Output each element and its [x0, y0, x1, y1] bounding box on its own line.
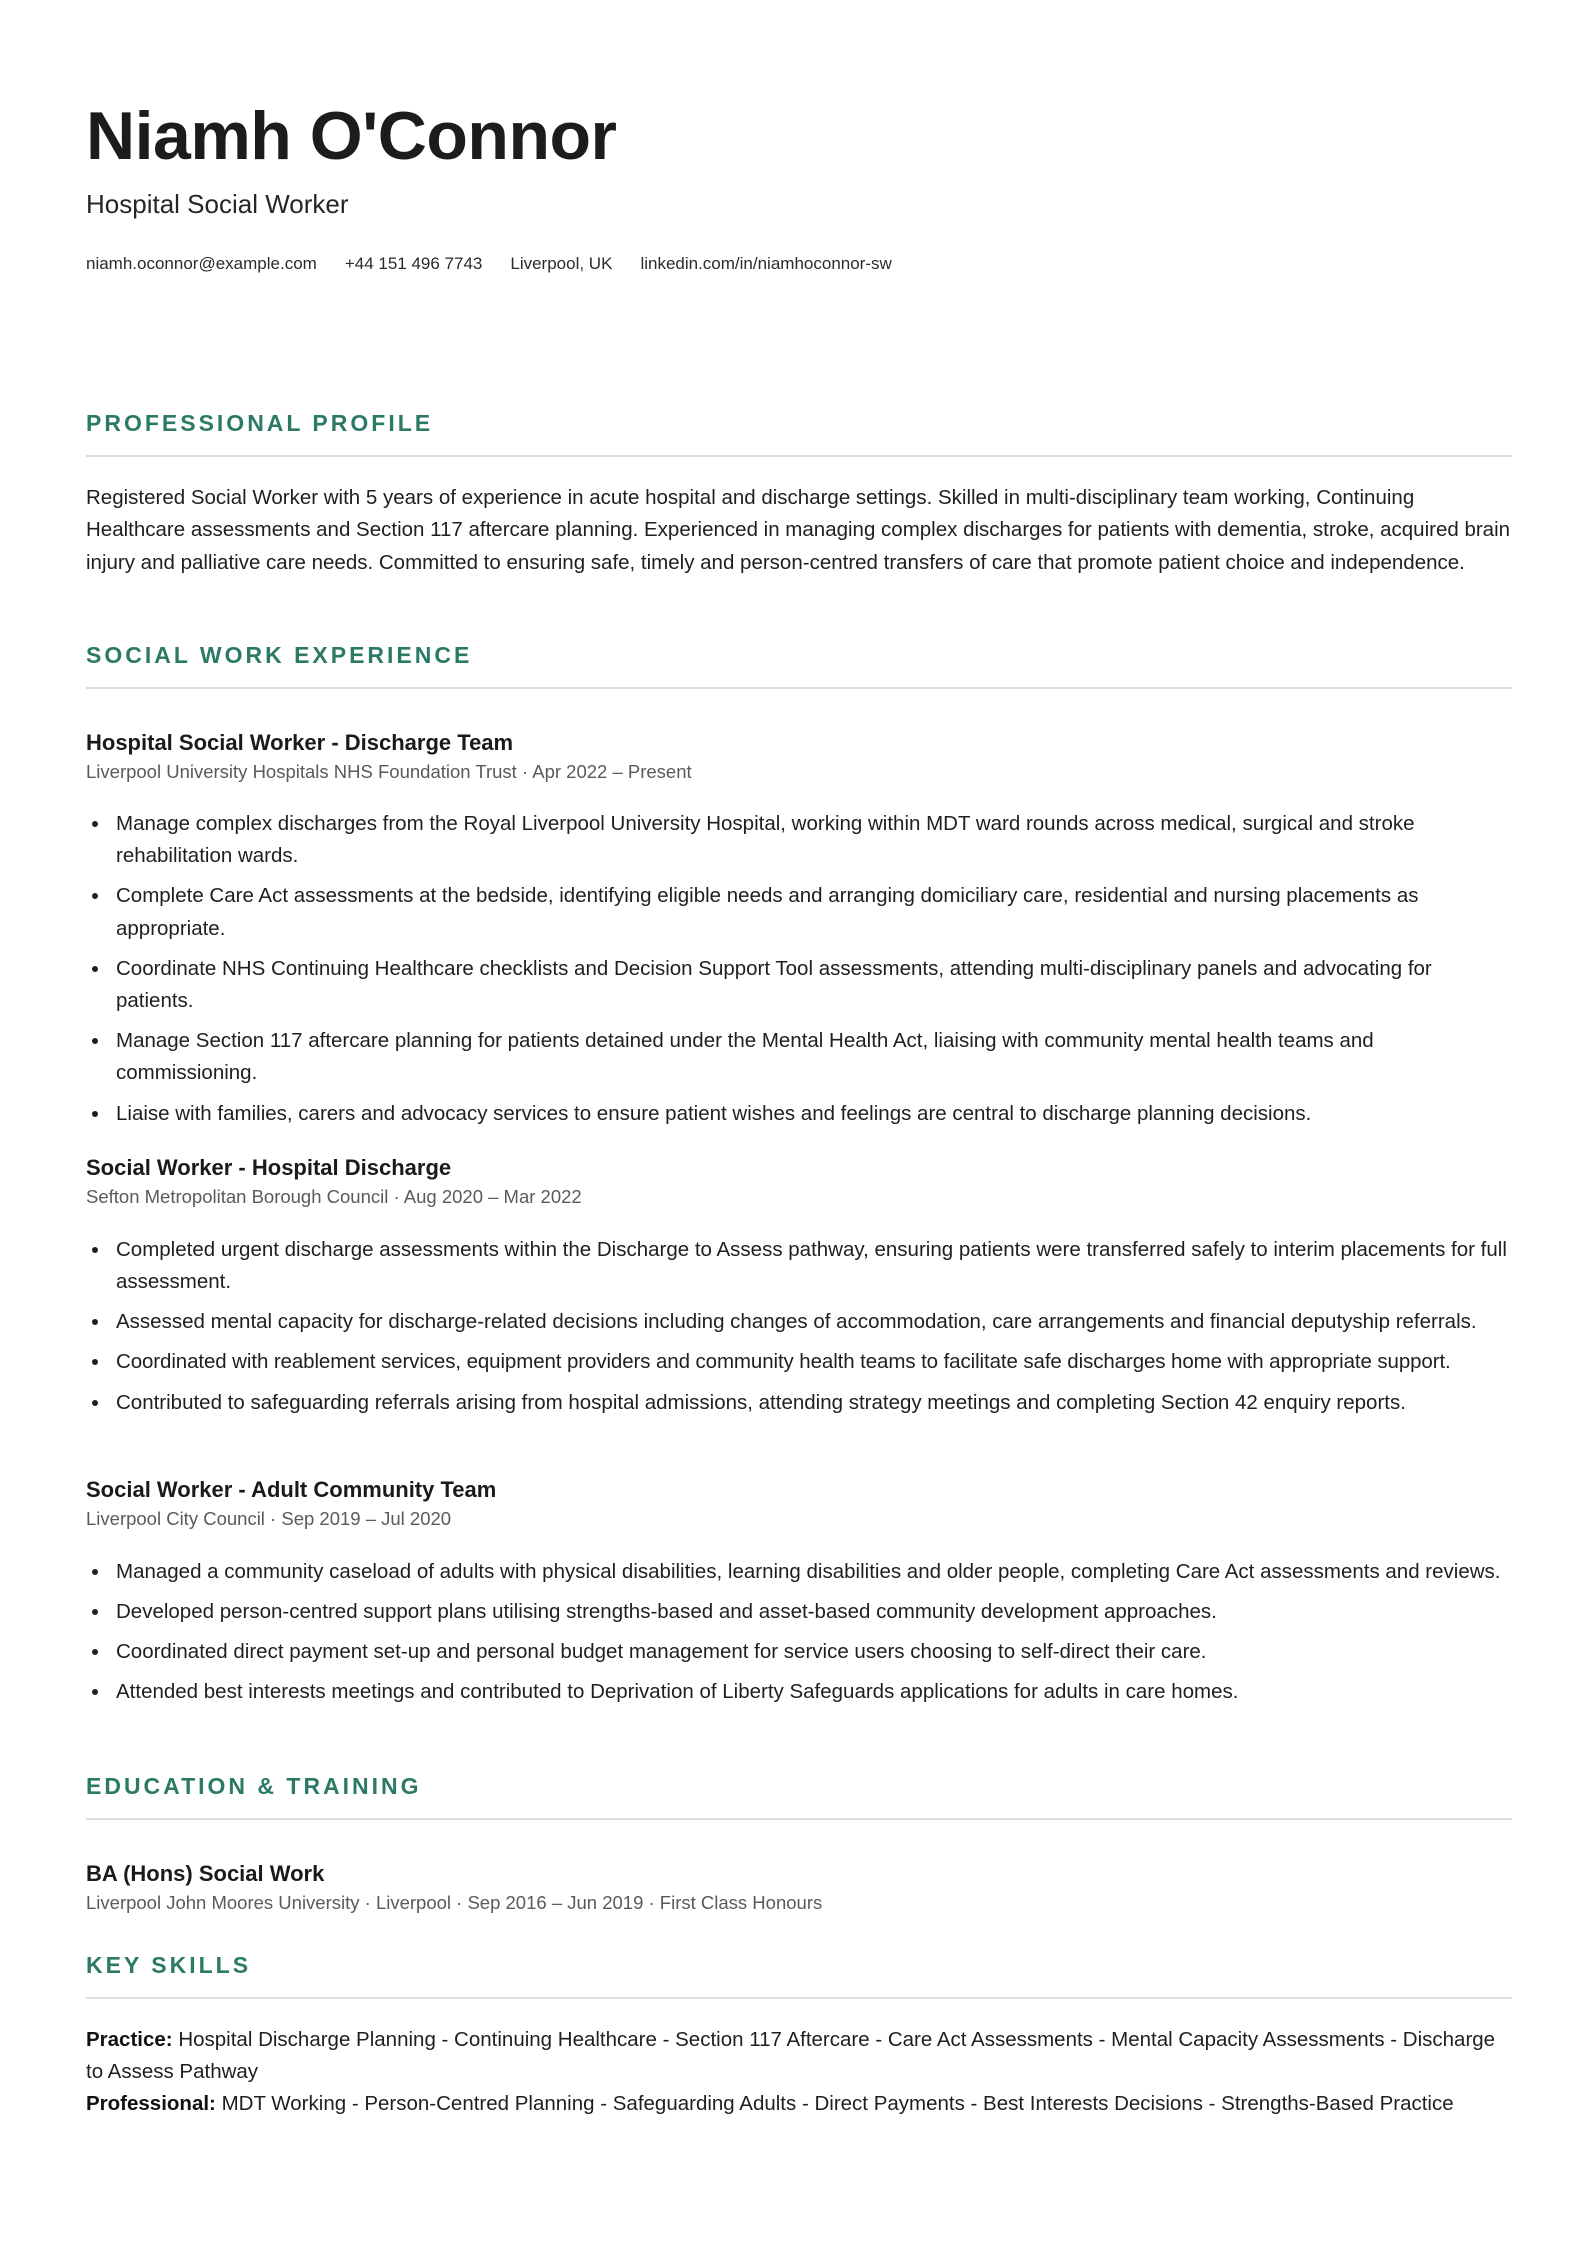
profile-divider — [86, 455, 1512, 457]
list-item: Manage complex discharges from the Royal Liverpool University Hospital, working within MDT ward rounds across medical, surgical and stroke rehabilitation wards. — [86, 808, 1512, 873]
list-item: Assessed mental capacity for discharge-related decisions including changes of accommodation, care arrangements and financial deputyship referrals. — [86, 1306, 1512, 1338]
list-item: Complete Care Act assessments at the bedside, identifying eligible needs and arranging domiciliary care, residential and nursing placements as appropriate. — [86, 880, 1512, 945]
list-item: Contributed to safeguarding referrals arising from hospital admissions, attending strategy meetings and completing Section 42 enquiry reports. — [86, 1387, 1512, 1419]
profile-section-title: PROFESSIONAL PROFILE — [86, 410, 434, 436]
list-item: Attended best interests meetings and contributed to Deprivation of Liberty Safeguards applications for adults in care homes. — [86, 1676, 1512, 1708]
skills-practice — [86, 2024, 1512, 2089]
list-item: Liaise with families, carers and advocacy services to ensure patient wishes and feelings are central to discharge planning decisions. — [86, 1098, 1512, 1130]
list-item: Completed urgent discharge assessments within the Discharge to Assess pathway, ensuring patients were transferred safely to interim placements for full assessment. — [86, 1234, 1512, 1299]
list-item: Coordinated with reablement services, equipment providers and community health teams to facilitate safe discharges home with appropriate support. — [86, 1346, 1512, 1378]
skills-professional-label: Professional: — [86, 2092, 216, 2115]
contact-phone[interactable]: +44 151 496 7743 — [344, 254, 483, 273]
list-item: Developed person-centred support plans utilising strengths-based and asset-based community development approaches. — [86, 1596, 1512, 1628]
degree-title: BA (Hons) Social Work — [86, 1861, 325, 1886]
education-divider — [86, 1818, 1512, 1820]
list-item: Manage Section 117 aftercare planning for patients detained under the Mental Health Act, liaising with community mental health teams and commissioning. — [86, 1025, 1512, 1090]
skills-practice-text: Hospital Discharge Planning - Continuing Healthcare - Section 117 Aftercare - Care Act Assessments - Mental Capacity Assessments - Discharge to Assess Pathway — [86, 2028, 1496, 2084]
job-meta: Liverpool City Council · Sep 2019 – Jul 2020 — [86, 1508, 452, 1529]
skills-divider — [86, 1997, 1512, 1999]
job-bullets — [86, 808, 1512, 1138]
job-title: Social Worker - Adult Community Team — [86, 1477, 497, 1502]
skills-practice-label: Practice: — [86, 2028, 173, 2051]
list-item: Coordinated direct payment set-up and personal budget management for service users choosing to self-direct their care. — [86, 1636, 1512, 1668]
contact-linkedin[interactable]: linkedin.com/in/niamhoconnor-sw — [640, 254, 892, 273]
experience-section-title: SOCIAL WORK EXPERIENCE — [86, 642, 473, 668]
skills-section-title: KEY SKILLS — [86, 1952, 252, 1978]
education-section-title: EDUCATION & TRAINING — [86, 1773, 422, 1799]
job-meta: Liverpool University Hospitals NHS Foundation Trust · Apr 2022 – Present — [86, 761, 692, 782]
job-bullets — [86, 1234, 1512, 1427]
contact-location: Liverpool, UK — [510, 254, 613, 273]
contact-line — [86, 253, 892, 275]
list-item: Managed a community caseload of adults with physical disabilities, learning disabilities and older people, completing Care Act assessments and reviews. — [86, 1556, 1512, 1588]
job-title: Social Worker - Hospital Discharge — [86, 1155, 452, 1180]
candidate-name: Niamh O'Connor — [86, 98, 617, 174]
contact-email[interactable]: niamh.oconnor@example.com — [86, 254, 317, 273]
list-item: Coordinate NHS Continuing Healthcare checklists and Decision Support Tool assessments, attending multi-disciplinary panels and advocating for patients. — [86, 953, 1512, 1018]
profile-text: Registered Social Worker with 5 years of experience in acute hospital and discharge settings. Skilled in multi-disciplinary team working, Continuing Healthcare assessments and Section 117 aftercare planning. Experienced in managing complex discharges for patients with dementia, stroke, acquired brain injury and palliative care needs. Committed to ensuring safe, timely and person-centred transfers of care that promote patient choice and independence. — [86, 486, 1511, 574]
job-meta: Sefton Metropolitan Borough Council · Aug 2020 – Mar 2022 — [86, 1186, 582, 1207]
degree-meta: Liverpool John Moores University · Liverpool · Sep 2016 – Jun 2019 · First Class Honours — [86, 1892, 823, 1913]
experience-divider — [86, 687, 1512, 689]
job-bullets — [86, 1556, 1512, 1716]
skills-professional — [86, 2088, 1512, 2120]
skills-professional-text: MDT Working - Person-Centred Planning - Safeguarding Adults - Direct Payments - Best Interests Decisions - Strengths-Based Practice — [221, 2092, 1454, 2115]
candidate-headline: Hospital Social Worker — [86, 189, 349, 219]
job-title: Hospital Social Worker - Discharge Team — [86, 730, 514, 755]
